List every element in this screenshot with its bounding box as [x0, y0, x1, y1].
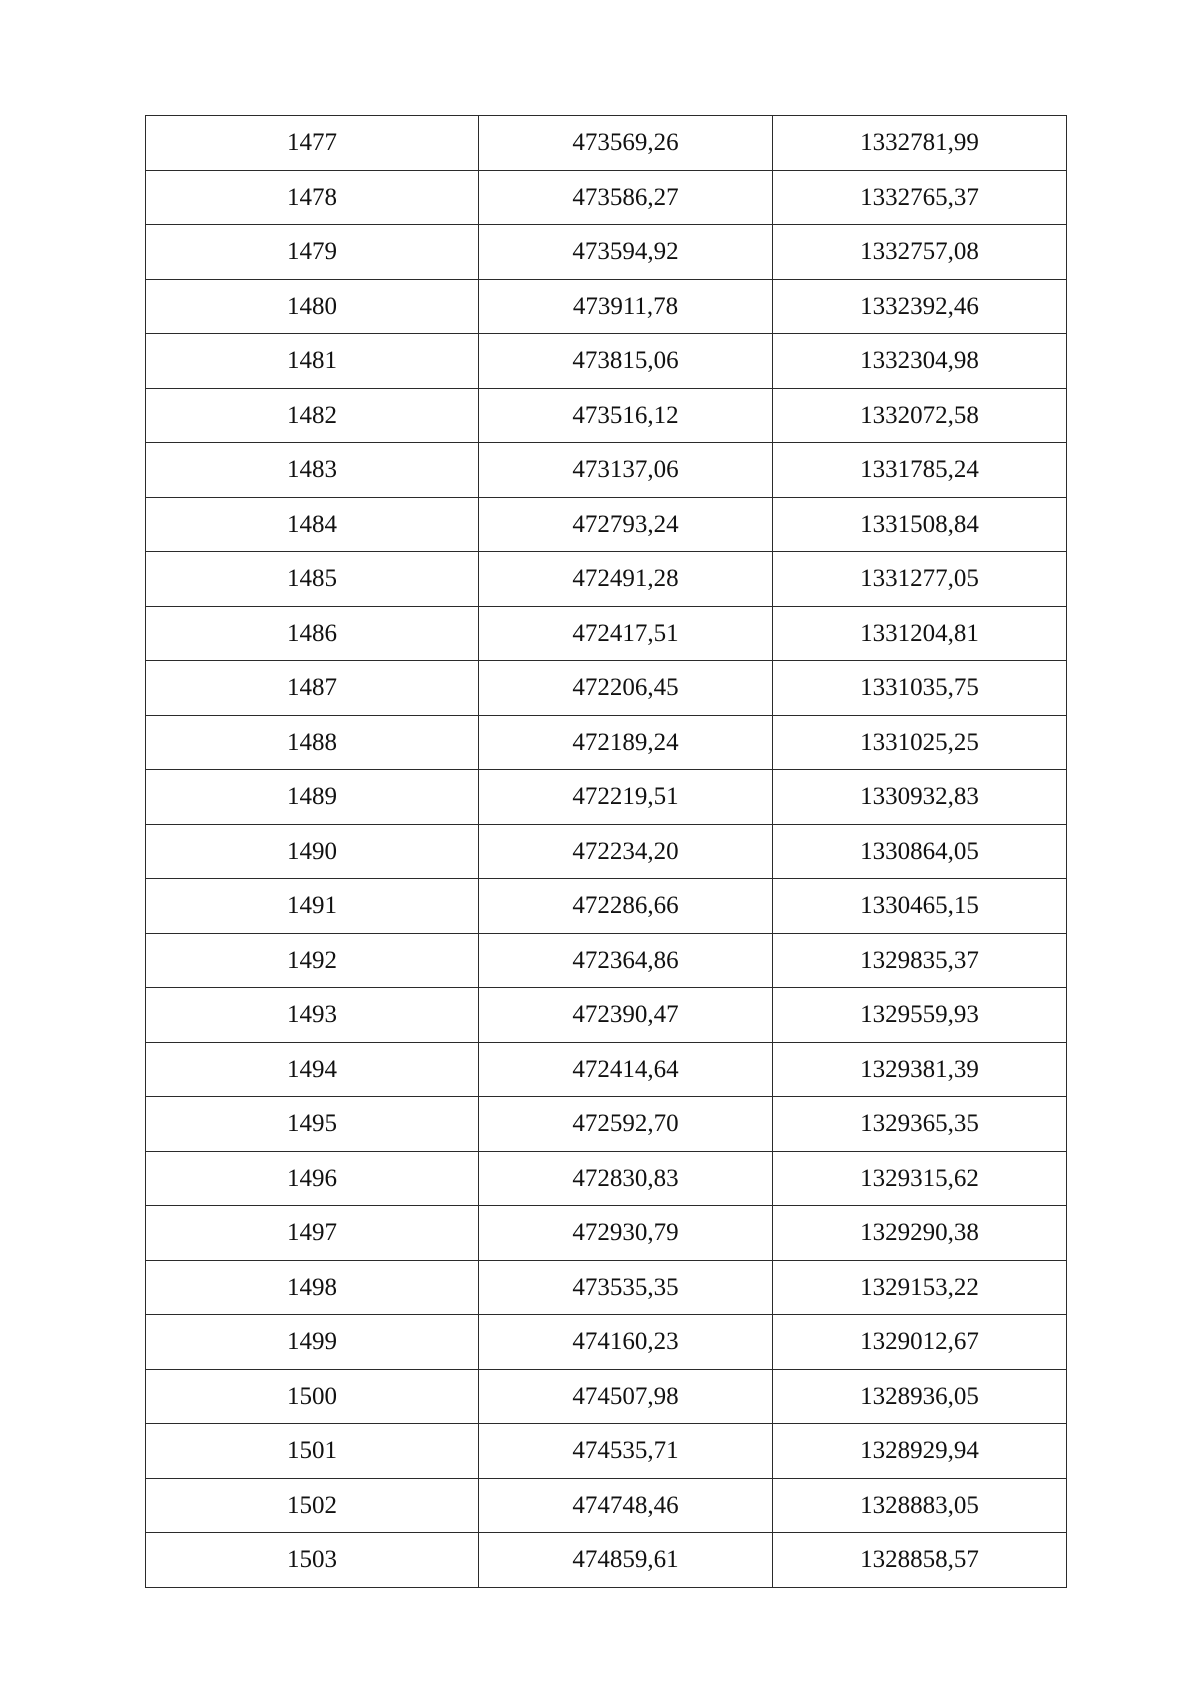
- table-row: [146, 1369, 1067, 1424]
- x-coordinate-cell: 472417,51: [479, 606, 773, 661]
- x-coordinate-cell: 472189,24: [479, 715, 773, 770]
- point-number-cell: 1501: [146, 1424, 479, 1479]
- x-coordinate-cell: 474507,98: [479, 1369, 773, 1424]
- table-row: [146, 170, 1067, 225]
- table-row: [146, 879, 1067, 934]
- table-row: [146, 1206, 1067, 1261]
- point-number-cell: 1498: [146, 1260, 479, 1315]
- table-row: [146, 552, 1067, 607]
- y-coordinate-cell: 1328858,57: [773, 1533, 1067, 1588]
- table-row: [146, 225, 1067, 280]
- table-row: [146, 1097, 1067, 1152]
- point-number-cell: 1494: [146, 1042, 479, 1097]
- point-number-cell: 1496: [146, 1151, 479, 1206]
- table-row: [146, 1260, 1067, 1315]
- table-row: [146, 1042, 1067, 1097]
- x-coordinate-cell: 472793,24: [479, 497, 773, 552]
- point-number-cell: 1491: [146, 879, 479, 934]
- y-coordinate-cell: 1332392,46: [773, 279, 1067, 334]
- y-coordinate-cell: 1329012,67: [773, 1315, 1067, 1370]
- x-coordinate-cell: 472491,28: [479, 552, 773, 607]
- x-coordinate-cell: 473586,27: [479, 170, 773, 225]
- table-row: [146, 1315, 1067, 1370]
- y-coordinate-cell: 1329559,93: [773, 988, 1067, 1043]
- y-coordinate-cell: 1330864,05: [773, 824, 1067, 879]
- point-number-cell: 1493: [146, 988, 479, 1043]
- x-coordinate-cell: 474160,23: [479, 1315, 773, 1370]
- table-row: [146, 988, 1067, 1043]
- y-coordinate-cell: 1332757,08: [773, 225, 1067, 280]
- point-number-cell: 1503: [146, 1533, 479, 1588]
- y-coordinate-cell: 1332072,58: [773, 388, 1067, 443]
- table-row: [146, 770, 1067, 825]
- point-number-cell: 1484: [146, 497, 479, 552]
- x-coordinate-cell: 474748,46: [479, 1478, 773, 1533]
- table-row: [146, 497, 1067, 552]
- y-coordinate-cell: 1329315,62: [773, 1151, 1067, 1206]
- x-coordinate-cell: 472414,64: [479, 1042, 773, 1097]
- table-row: [146, 443, 1067, 498]
- point-number-cell: 1483: [146, 443, 479, 498]
- x-coordinate-cell: 472286,66: [479, 879, 773, 934]
- x-coordinate-cell: 472592,70: [479, 1097, 773, 1152]
- y-coordinate-cell: 1332304,98: [773, 334, 1067, 389]
- y-coordinate-cell: 1329381,39: [773, 1042, 1067, 1097]
- point-number-cell: 1490: [146, 824, 479, 879]
- y-coordinate-cell: 1329835,37: [773, 933, 1067, 988]
- point-number-cell: 1492: [146, 933, 479, 988]
- x-coordinate-cell: 473137,06: [479, 443, 773, 498]
- x-coordinate-cell: 474535,71: [479, 1424, 773, 1479]
- table-row: [146, 606, 1067, 661]
- table-row: [146, 116, 1067, 171]
- coordinates-table: [145, 115, 1067, 1588]
- point-number-cell: 1485: [146, 552, 479, 607]
- table-row: [146, 661, 1067, 716]
- x-coordinate-cell: 473594,92: [479, 225, 773, 280]
- point-number-cell: 1481: [146, 334, 479, 389]
- coordinates-table-body: [146, 116, 1067, 1588]
- y-coordinate-cell: 1330932,83: [773, 770, 1067, 825]
- table-row: [146, 933, 1067, 988]
- x-coordinate-cell: 473569,26: [479, 116, 773, 171]
- table-row: [146, 1478, 1067, 1533]
- x-coordinate-cell: 472930,79: [479, 1206, 773, 1261]
- x-coordinate-cell: 474859,61: [479, 1533, 773, 1588]
- y-coordinate-cell: 1331785,24: [773, 443, 1067, 498]
- y-coordinate-cell: 1331277,05: [773, 552, 1067, 607]
- x-coordinate-cell: 472390,47: [479, 988, 773, 1043]
- y-coordinate-cell: 1329290,38: [773, 1206, 1067, 1261]
- point-number-cell: 1482: [146, 388, 479, 443]
- point-number-cell: 1479: [146, 225, 479, 280]
- x-coordinate-cell: 472219,51: [479, 770, 773, 825]
- y-coordinate-cell: 1328936,05: [773, 1369, 1067, 1424]
- point-number-cell: 1497: [146, 1206, 479, 1261]
- y-coordinate-cell: 1328929,94: [773, 1424, 1067, 1479]
- point-number-cell: 1502: [146, 1478, 479, 1533]
- table-row: [146, 1151, 1067, 1206]
- point-number-cell: 1486: [146, 606, 479, 661]
- x-coordinate-cell: 472234,20: [479, 824, 773, 879]
- x-coordinate-cell: 472364,86: [479, 933, 773, 988]
- y-coordinate-cell: 1329365,35: [773, 1097, 1067, 1152]
- y-coordinate-cell: 1331025,25: [773, 715, 1067, 770]
- y-coordinate-cell: 1332781,99: [773, 116, 1067, 171]
- table-row: [146, 824, 1067, 879]
- y-coordinate-cell: 1330465,15: [773, 879, 1067, 934]
- y-coordinate-cell: 1328883,05: [773, 1478, 1067, 1533]
- y-coordinate-cell: 1332765,37: [773, 170, 1067, 225]
- point-number-cell: 1500: [146, 1369, 479, 1424]
- point-number-cell: 1477: [146, 116, 479, 171]
- y-coordinate-cell: 1331508,84: [773, 497, 1067, 552]
- table-row: [146, 334, 1067, 389]
- x-coordinate-cell: 473815,06: [479, 334, 773, 389]
- table-row: [146, 715, 1067, 770]
- point-number-cell: 1489: [146, 770, 479, 825]
- table-row: [146, 1533, 1067, 1588]
- point-number-cell: 1487: [146, 661, 479, 716]
- y-coordinate-cell: 1331204,81: [773, 606, 1067, 661]
- table-row: [146, 279, 1067, 334]
- x-coordinate-cell: 472206,45: [479, 661, 773, 716]
- table-row: [146, 388, 1067, 443]
- table-row: [146, 1424, 1067, 1479]
- y-coordinate-cell: 1331035,75: [773, 661, 1067, 716]
- point-number-cell: 1499: [146, 1315, 479, 1370]
- point-number-cell: 1495: [146, 1097, 479, 1152]
- x-coordinate-cell: 473535,35: [479, 1260, 773, 1315]
- point-number-cell: 1480: [146, 279, 479, 334]
- point-number-cell: 1478: [146, 170, 479, 225]
- x-coordinate-cell: 473911,78: [479, 279, 773, 334]
- point-number-cell: 1488: [146, 715, 479, 770]
- x-coordinate-cell: 473516,12: [479, 388, 773, 443]
- x-coordinate-cell: 472830,83: [479, 1151, 773, 1206]
- y-coordinate-cell: 1329153,22: [773, 1260, 1067, 1315]
